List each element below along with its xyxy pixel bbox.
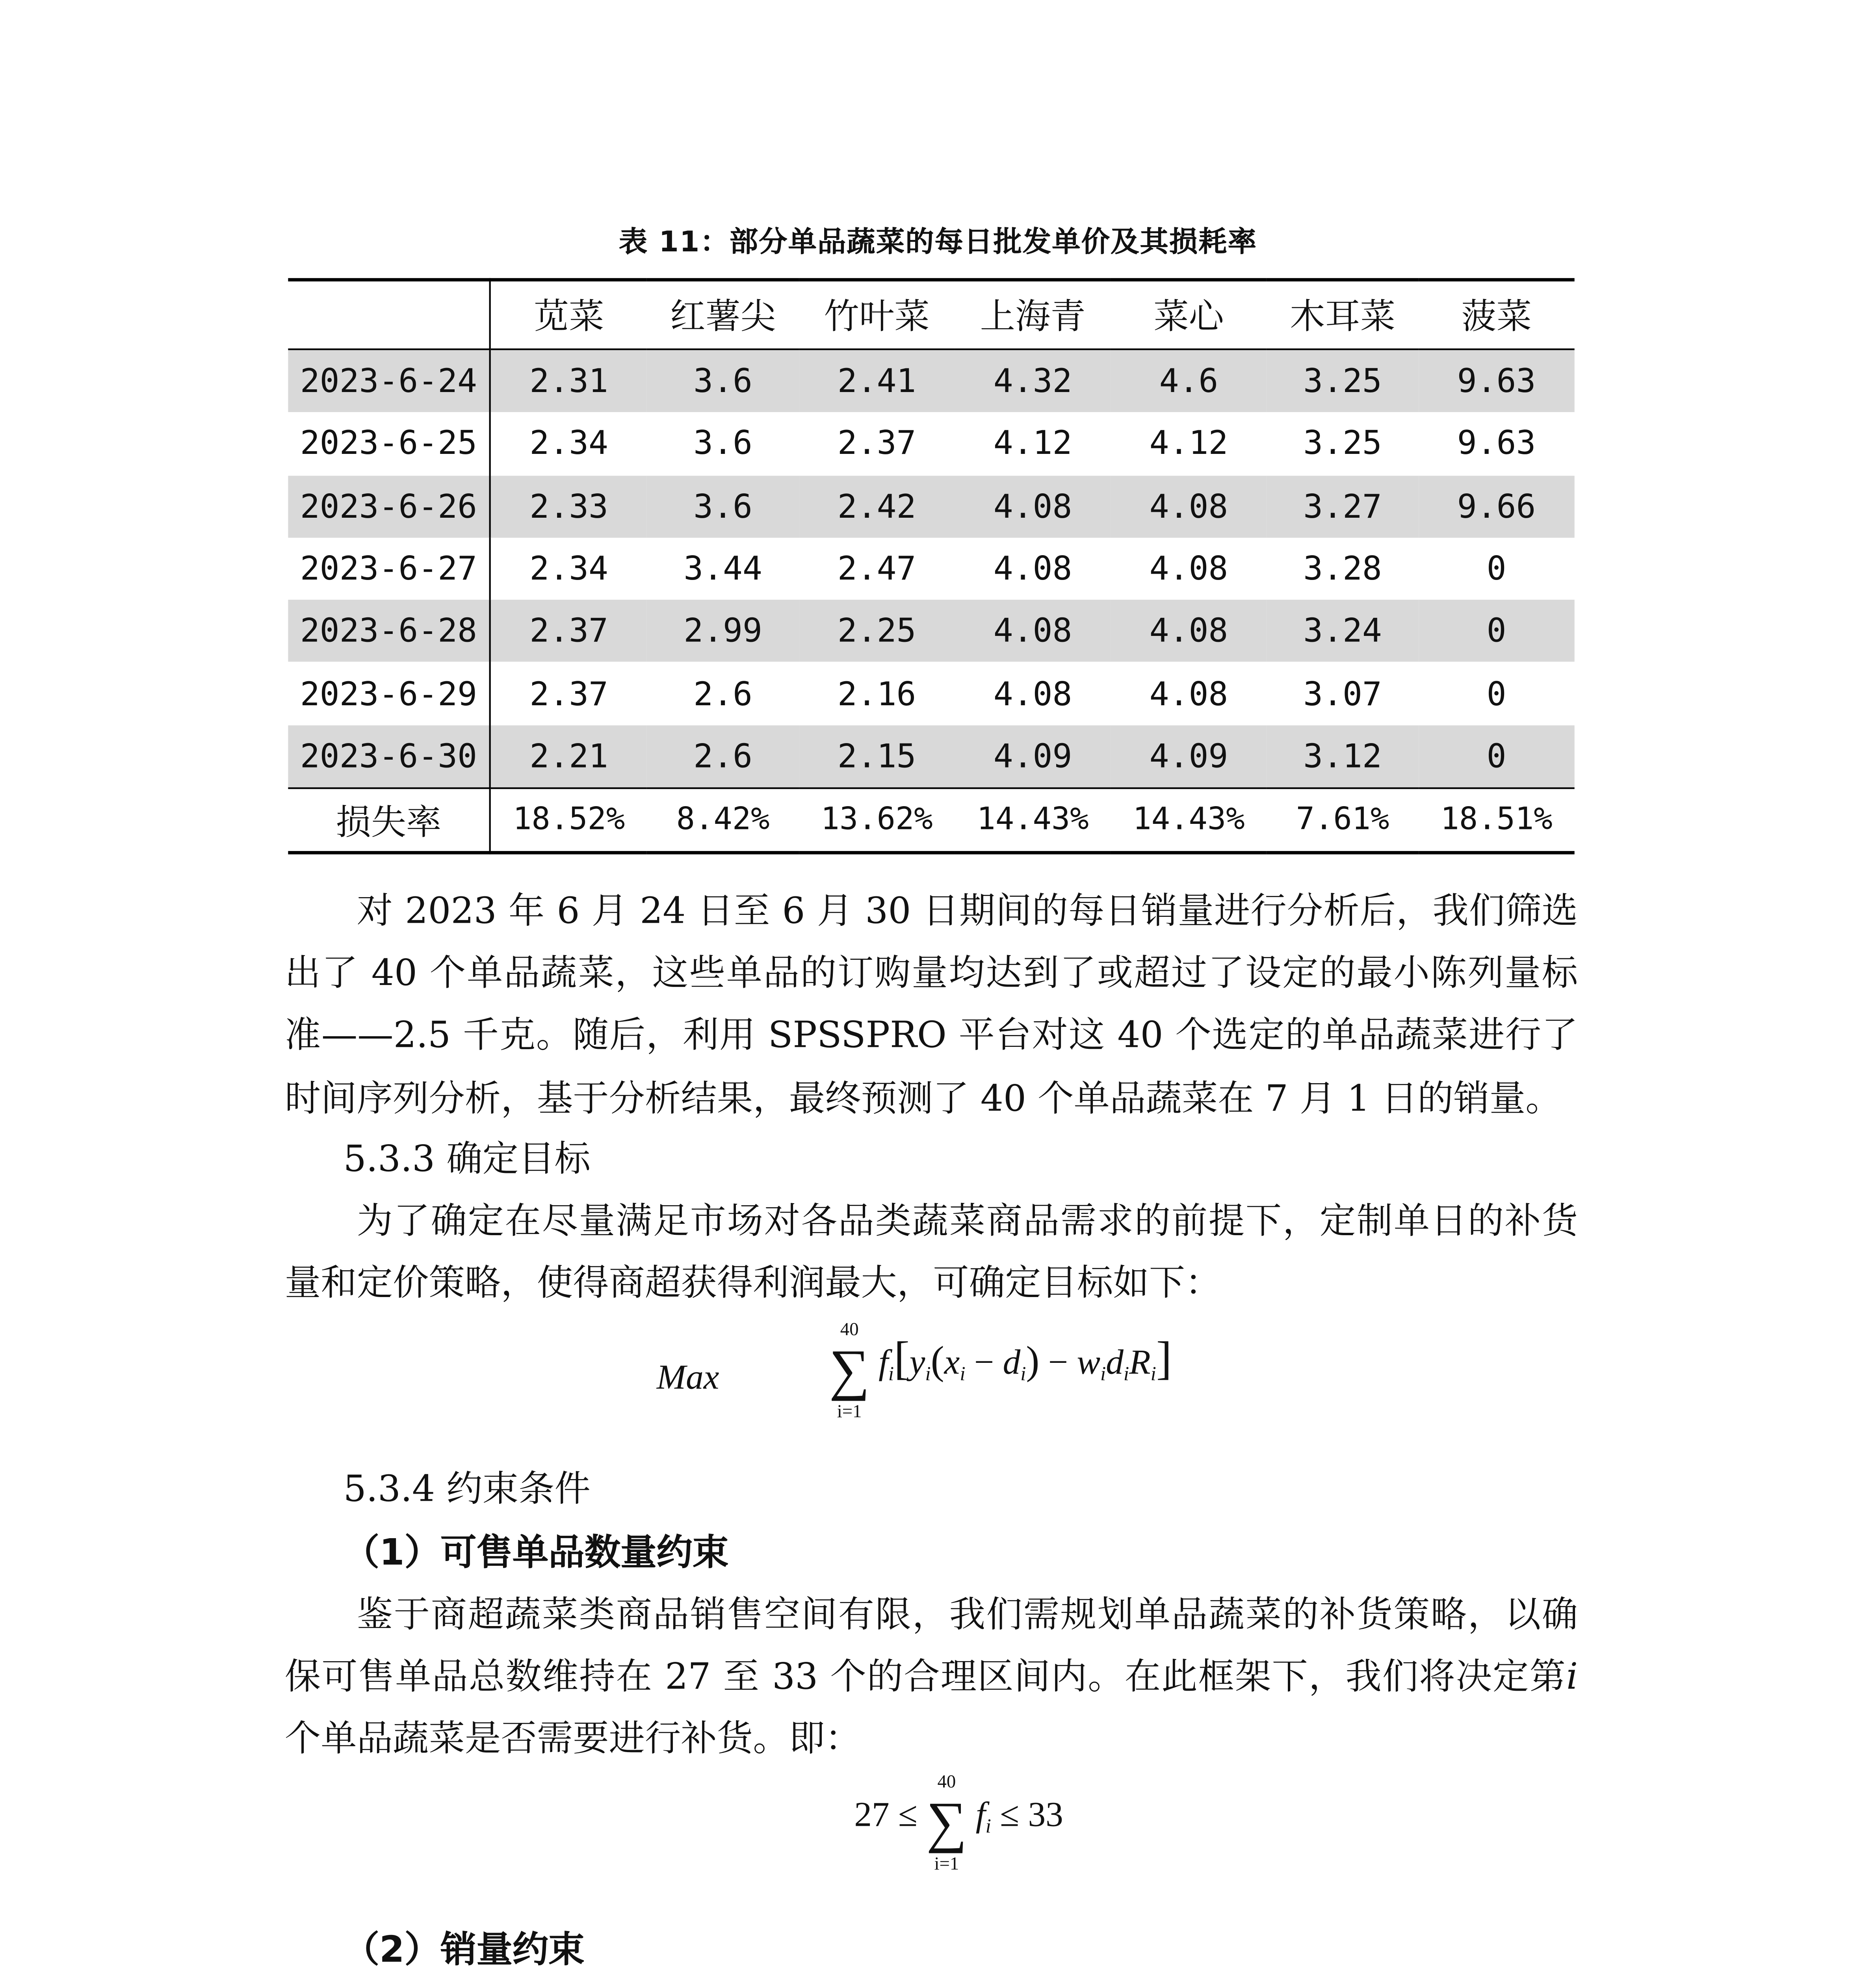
loss-rate-cell: 13.62% (821, 803, 933, 838)
sub-heading-sales-constraint: （2）销量约束 (343, 1930, 585, 1970)
price-cell: 4.08 (955, 475, 1111, 538)
price-cell: 2.34 (529, 424, 609, 463)
date-cell: 2023-6-29 (288, 663, 490, 725)
price-cell: 4.12 (1149, 424, 1228, 463)
column-header: 苋菜 (533, 296, 604, 337)
price-cell: 4.12 (993, 424, 1072, 463)
objective-expression: $f_i[y_i(x_i - d_i) - w_id_iR_i]$ (879, 1333, 1172, 1386)
price-cell: 2.21 (490, 725, 647, 788)
column-header: 竹叶菜 (824, 296, 930, 337)
price-cell: 3.24 (1267, 600, 1418, 663)
table-row (288, 537, 1574, 600)
section-heading-5-3-4: 5.3.4 约束条件 (343, 1469, 591, 1511)
price-cell: 2.37 (529, 674, 609, 713)
price-cell: 9.66 (1419, 475, 1575, 538)
price-cell: 4.08 (955, 600, 1111, 663)
paragraph-text: 为了确定在尽量满足市场对各品类蔬菜商品需求的前提下，定制单日的补货量和定价策略，使得商超获得利润最大，可确定目标如下： (284, 1201, 1578, 1306)
price-cell: 3.6 (647, 349, 799, 413)
table-row (288, 725, 1574, 788)
price-cell: 3.44 (684, 549, 762, 588)
price-cell: 2.15 (799, 725, 955, 788)
price-cell: 2.25 (799, 600, 955, 663)
price-cell: 2.34 (529, 549, 609, 588)
loss-rate-row (288, 788, 1574, 853)
date-cell: 2023-6-28 (288, 600, 490, 663)
price-cell: 4.08 (993, 549, 1072, 588)
count-constraint-formula: 27 ≤ 40 ∑ i=1 $f_i \le 33$ (854, 1772, 1063, 1875)
price-cell: 3.6 (647, 475, 799, 538)
price-cell: 3.12 (1267, 725, 1418, 788)
price-cell: 4.6 (1111, 349, 1267, 413)
column-header: 木耳菜 (1290, 296, 1395, 337)
date-cell: 2023-6-25 (288, 413, 490, 475)
price-cell: 4.09 (1111, 725, 1267, 788)
price-cell: 0 (1419, 600, 1575, 663)
price-cell: 3.25 (1303, 424, 1382, 463)
price-cell: 0 (1419, 725, 1575, 788)
summation (829, 1320, 1172, 1423)
loss-rate-cell: 18.51% (1440, 803, 1553, 838)
table-row (288, 475, 1574, 538)
price-cell: 9.63 (1457, 424, 1536, 463)
loss-rate-cell: 18.52% (513, 803, 625, 838)
table-row (288, 349, 1574, 413)
table-row (288, 413, 1574, 475)
column-header (288, 280, 490, 349)
price-cell: 3.28 (1303, 549, 1382, 588)
paragraph-count-constraint (285, 1585, 1578, 1772)
price-cell: 2.42 (799, 475, 955, 538)
table-row (288, 600, 1574, 663)
price-cell: 2.16 (837, 674, 916, 713)
paragraph-text: 对 2023 年 6 月 24 日至 6 月 30 日期间的每日销量进行分析后，我们筛选出了 40 个单品蔬菜，这些单品的订购量均达到了或超过了设定的最小陈列量标准——2.5 千克。随后，利用 SPSSPRO 平台对这 40 个选定的单品蔬菜进行了时间序列分析，基于分析结果，最终预测了 40 个单品蔬菜在 7 月 1 日的销量。 (284, 891, 1578, 1120)
section-heading-5-3-3: 5.3.3 确定目标 (343, 1139, 591, 1181)
loss-rate-cell: 14.43% (977, 803, 1089, 838)
price-cell: 2.47 (837, 549, 916, 588)
price-cell: 2.99 (647, 600, 799, 663)
price-cell: 4.08 (1111, 600, 1267, 663)
table-row (288, 663, 1574, 725)
column-header: 红薯尖 (670, 296, 776, 337)
wholesale-price-table (288, 278, 1574, 855)
price-cell: 4.32 (955, 349, 1111, 413)
date-cell: 2023-6-30 (288, 725, 490, 788)
variable-i: i (1566, 1657, 1578, 1699)
price-cell: 2.37 (837, 424, 916, 463)
loss-rate-cell: 14.43% (1133, 803, 1245, 838)
price-cell: 3.6 (693, 424, 752, 463)
price-cell: 9.63 (1419, 349, 1575, 413)
price-cell: 3.25 (1267, 349, 1418, 413)
paragraph-text: 鉴于商超蔬菜类商品销售空间有限，我们需规划单品蔬菜的补货策略，以确保可售单品总数维持在 27 至 33 个的合理区间内。在此框架下，我们将决定第i个单品蔬菜是否需要进行补货。即： (284, 1595, 1578, 1762)
paragraph-analysis (285, 881, 1578, 1130)
date-cell: 2023-6-27 (288, 537, 490, 600)
column-header: 菜心 (1153, 296, 1224, 337)
loss-rate-cell: 8.42% (676, 803, 770, 838)
paragraph-objective (285, 1191, 1578, 1316)
price-cell: 4.08 (1149, 674, 1228, 713)
price-cell: 0 (1486, 549, 1506, 588)
date-cell: 2023-6-26 (288, 475, 490, 538)
date-cell: 2023-6-24 (288, 349, 490, 413)
price-cell: 4.08 (1111, 475, 1267, 538)
price-cell: 3.07 (1303, 674, 1382, 713)
column-header: 菠菜 (1461, 296, 1532, 337)
table-caption: 表 11：部分单品蔬菜的每日批发单价及其损耗率 (619, 226, 1257, 260)
loss-rate-cell: 7.61% (1296, 803, 1389, 838)
sub-heading-count-constraint: （1）可售单品数量约束 (343, 1533, 729, 1575)
sigma-symbol: 40 ∑ i=1 (926, 1772, 967, 1875)
price-cell: 0 (1486, 674, 1506, 713)
price-cell: 2.37 (490, 600, 647, 663)
price-cell: 4.08 (993, 674, 1072, 713)
price-cell: 2.6 (693, 674, 752, 713)
column-header: 上海青 (980, 296, 1086, 337)
price-cell: 2.41 (799, 349, 955, 413)
max-label: Max (656, 1357, 719, 1398)
price-cell: 3.27 (1267, 475, 1418, 538)
loss-rate-label: 损失率 (288, 788, 490, 853)
price-cell: 2.31 (490, 349, 647, 413)
price-cell: 4.08 (1149, 549, 1228, 588)
price-cell: 2.33 (490, 475, 647, 538)
table-header-row (288, 280, 1574, 349)
price-cell: 2.6 (647, 725, 799, 788)
price-cell: 4.09 (955, 725, 1111, 788)
sigma-symbol: 40 ∑ i=1 (829, 1320, 870, 1423)
